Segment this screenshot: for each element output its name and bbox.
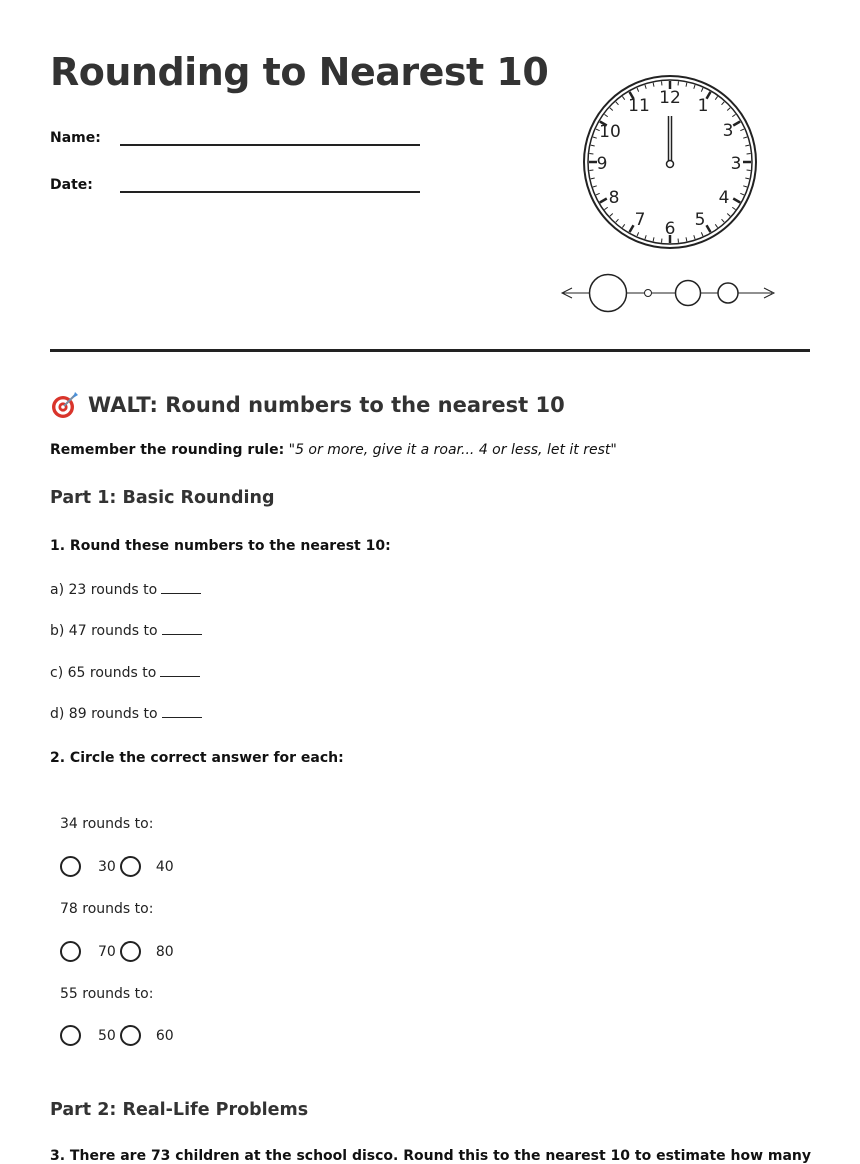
question-1b-text: b) 47 rounds to: [50, 623, 158, 639]
walt-heading: [50, 390, 565, 420]
name-field-row: [50, 122, 420, 146]
option-circle[interactable]: [120, 941, 141, 962]
option-circle[interactable]: [120, 856, 141, 877]
date-field-row: [50, 169, 420, 193]
question-3-prompt: 3. There are 73 children at the school disco. Round this to the nearest 10 to estimate how many: [50, 1148, 811, 1164]
question-2-prompt: 2. Circle the correct answer for each:: [50, 750, 344, 766]
number-line-dot: [645, 290, 652, 297]
question-2b-options: [60, 941, 174, 962]
question-1d-text: d) 89 rounds to: [50, 706, 158, 722]
question-1d: [50, 704, 202, 722]
option-label: 60: [156, 1028, 174, 1044]
question-2c-options: [60, 1025, 174, 1046]
option-label: 50: [98, 1028, 116, 1044]
rounding-rule: [50, 442, 617, 458]
question-2b-prompt: 78 rounds to:: [60, 901, 153, 917]
rounding-rule-label: Remember the rounding rule:: [50, 442, 284, 458]
rounding-rule-quote: "5 or more, give it a roar... 4 or less, let it rest": [289, 442, 617, 458]
answer-blank-1a[interactable]: [161, 580, 201, 594]
option-label: 30: [98, 859, 116, 875]
question-2a-prompt: 34 rounds to:: [60, 816, 153, 832]
option-label: 40: [156, 859, 174, 875]
clock-numeral-1: 1: [698, 96, 709, 116]
part2-heading: Part 2: Real-Life Problems: [50, 1100, 308, 1120]
clock-numeral-6: 6: [665, 219, 676, 239]
date-line[interactable]: [120, 169, 420, 193]
header-divider: [50, 349, 810, 352]
clock-numeral-5: 5: [695, 210, 706, 230]
clock-numeral-3-upper: 3: [723, 121, 734, 141]
number-line-icon: [558, 270, 778, 316]
question-1a-text: a) 23 rounds to: [50, 582, 157, 598]
question-2a-options: [60, 856, 174, 877]
option-circle[interactable]: [120, 1025, 141, 1046]
answer-blank-1d[interactable]: [162, 704, 202, 718]
name-label: Name:: [50, 130, 120, 146]
number-line-large-circle: [590, 275, 627, 312]
clock-numeral-10: 10: [599, 122, 621, 142]
question-1c-text: c) 65 rounds to: [50, 665, 156, 681]
clock-icon: [582, 74, 758, 250]
answer-blank-1c[interactable]: [160, 663, 200, 677]
option-circle[interactable]: [60, 941, 81, 962]
target-icon: [50, 390, 80, 420]
page-title: Rounding to Nearest 10: [50, 50, 548, 94]
question-1a: [50, 580, 201, 598]
clock-numeral-3: 3: [731, 154, 742, 174]
option-label: 70: [98, 944, 116, 960]
option-label: 80: [156, 944, 174, 960]
walt-title: WALT: Round numbers to the nearest 10: [88, 393, 565, 417]
clock-numeral-4: 4: [719, 188, 730, 208]
clock-numeral-7: 7: [635, 210, 646, 230]
number-line-small-circle: [718, 283, 738, 303]
name-line[interactable]: [120, 122, 420, 146]
question-1c: [50, 663, 200, 681]
option-circle[interactable]: [60, 856, 81, 877]
clock-numeral-8: 8: [609, 188, 620, 208]
option-circle[interactable]: [60, 1025, 81, 1046]
clock-center: [667, 161, 674, 168]
question-1b: [50, 621, 202, 639]
answer-blank-1b[interactable]: [162, 621, 202, 635]
date-label: Date:: [50, 177, 120, 193]
question-1-prompt: 1. Round these numbers to the nearest 10:: [50, 538, 391, 554]
clock-numeral-12: 12: [659, 88, 681, 108]
clock-numeral-11: 11: [628, 96, 650, 116]
clock-numeral-9: 9: [597, 154, 608, 174]
number-line-medium-circle: [676, 281, 701, 306]
part1-heading: Part 1: Basic Rounding: [50, 488, 274, 508]
question-2c-prompt: 55 rounds to:: [60, 986, 153, 1002]
